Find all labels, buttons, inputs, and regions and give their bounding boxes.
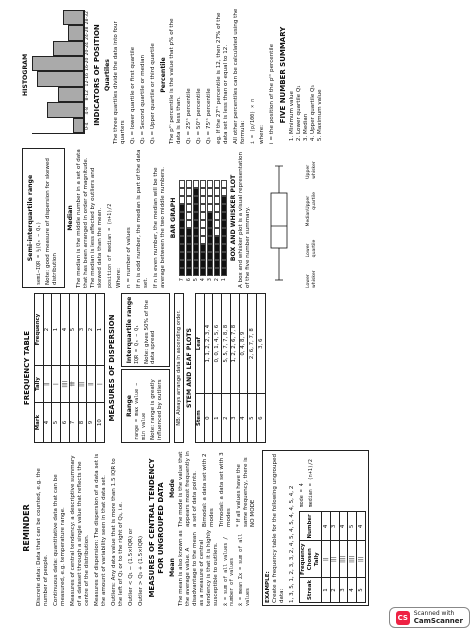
- reminder-title: REMINDER: [22, 504, 31, 552]
- siqr-formula: semi−IQR = ½(Q₃ − Q₁): [35, 221, 42, 285]
- list-item: 3. Median: [303, 6, 310, 134]
- mean-text: The mean is also known as the average value. A disadvantage to the mean as a measure of central tendency is that it is highly susceptible to outliers.: [178, 529, 219, 606]
- stemleaf-table: [195, 293, 266, 443]
- bw-label: Upper quartile: [306, 192, 317, 210]
- fivenum-title: FIVE NUMBER SUMMARY: [278, 26, 287, 124]
- median-odd: If n is odd number, the median is part of the data set.: [135, 149, 149, 288]
- bar-cell: [221, 244, 227, 252]
- table-row: [339, 512, 348, 603]
- cell: 2, 6, 7, 7, 8: [248, 294, 257, 394]
- freq-header: Frequency: [34, 294, 43, 366]
- percentile-title: Percentile: [159, 57, 167, 93]
- bar-cell: [221, 212, 227, 220]
- cell: 7: [69, 403, 78, 443]
- stem-header: Stem: [195, 394, 204, 443]
- example-data: 1, 3, 5, 1, 2, 3, 3, 2, 4, 5, 4, 5, 4, 4, 5, 4, 2: [288, 485, 295, 603]
- histogram-title: HISTOGRAM: [22, 53, 29, 97]
- cell: 卌: [69, 366, 78, 403]
- bar-cell: [200, 188, 206, 196]
- bar-cell: [221, 268, 227, 276]
- percentile-calc-text: All other percentiles can be calculated using the formula:: [232, 8, 246, 144]
- ascending-note: NB: Always arrange data in ascending order.: [174, 293, 185, 443]
- bar-cell: [186, 196, 192, 204]
- stamp-line2: CamScanner: [413, 617, 463, 625]
- example-title: EXAMPLE:: [264, 571, 271, 603]
- cell: |||: [78, 366, 87, 403]
- bar-cell: [193, 204, 199, 212]
- bar-cell: [221, 260, 227, 268]
- bar-label: 2: [213, 278, 220, 282]
- bar-cell: [193, 196, 199, 204]
- cell: 2: [222, 394, 231, 443]
- cell: 1: [96, 294, 105, 366]
- cell: 10: [96, 403, 105, 443]
- histogram-tick-label: 4-8: [84, 107, 90, 115]
- histogram-bar: [47, 102, 83, 117]
- bar-cell: [193, 228, 199, 236]
- cell: 5: [52, 403, 61, 443]
- bar-cell: [214, 244, 220, 252]
- ex-header: Number: [299, 512, 321, 541]
- bar-cell: [179, 188, 185, 196]
- cell: 2: [87, 294, 96, 366]
- bar-cell: [193, 212, 199, 220]
- histogram-bar: [73, 118, 83, 133]
- table-row: [248, 294, 257, 443]
- p25-text: Q₁ = 25ᵗʰ percentile: [185, 88, 192, 144]
- bar-cell: [200, 196, 206, 204]
- histogram-bar: [63, 10, 84, 25]
- bar-cell: [221, 204, 227, 212]
- bar-cell: [179, 180, 185, 188]
- bw-label: Lower whisker: [306, 270, 317, 288]
- bar-cell: [200, 212, 206, 220]
- q2-text: Q₂ = Second quartile or median: [139, 54, 146, 144]
- continuous-definition: Continuous data: quantitative data that can be measured, e.g. temperature range.: [52, 474, 66, 606]
- bar-cell: [207, 260, 213, 268]
- histogram: [32, 10, 85, 134]
- table-row: [357, 512, 366, 603]
- median-calc: median = (n+1)/2: [308, 459, 315, 508]
- bar-cell: [186, 236, 192, 244]
- mct-title: MEASURES OF CENTRAL TENDENCY FOR UNGROUPED DATA: [147, 458, 165, 598]
- outlier-low: Outlier < Q₁ − (1.5×IQR) or: [127, 528, 134, 606]
- bar-cell: [186, 268, 192, 276]
- table-row: [257, 294, 266, 443]
- bar-cell: [200, 204, 206, 212]
- cell: 1, 1, 2, 2, 3, 4: [204, 294, 213, 394]
- table-row: [230, 294, 239, 443]
- bar-cell: [186, 180, 192, 188]
- q1-text: Q₁ = lower quartile or first quartile: [129, 46, 136, 144]
- histogram-tick-label: 16-20: [84, 57, 90, 71]
- example-text: Create a frequency table for the following ungrouped data:: [271, 453, 285, 603]
- cell: 2: [43, 294, 52, 366]
- bar-cell: [179, 220, 185, 228]
- camscanner-logo-icon: CS: [396, 611, 410, 625]
- range-formula: range = max value − min value: [134, 382, 147, 440]
- notes-sheet: [20, 6, 460, 606]
- bimodal-text: Bimodal: a data set with 2 modes: [202, 453, 215, 527]
- bar-row: [193, 148, 200, 288]
- mode-title: Mode: [169, 478, 177, 499]
- cell: 8: [78, 403, 87, 443]
- stamp-line1: Scanned with: [413, 610, 455, 617]
- bar-cell: [200, 236, 206, 244]
- table-row: [43, 294, 52, 443]
- bar-cell: [207, 236, 213, 244]
- cell: 4: [43, 403, 52, 443]
- bar-cell: [186, 204, 192, 212]
- quartiles-title: Quartiles: [104, 59, 112, 91]
- cell: ||: [322, 541, 331, 578]
- cell: 4: [348, 578, 357, 603]
- mean-title: Mean: [169, 558, 177, 577]
- bar-row: [214, 148, 221, 288]
- column-position: [20, 6, 460, 144]
- mode-calc: mode = 4: [298, 483, 305, 508]
- mean-mode-grid: [167, 450, 260, 606]
- cell: 1: [52, 294, 61, 366]
- cell: 9: [87, 403, 96, 443]
- bar-cell: [214, 236, 220, 244]
- freq-title: FREQUENCY TABLE: [23, 330, 31, 406]
- bar-row: [186, 148, 193, 288]
- q3-text: Q₃ = Upper quartile or third quartile: [149, 43, 156, 144]
- range-title: Range: [125, 395, 133, 417]
- bar-cell: [207, 220, 213, 228]
- nomode-text: * If all values have the same frequency, there is NO MODE: [235, 457, 256, 527]
- bar-cell: [186, 260, 192, 268]
- bar-graph: [179, 148, 228, 288]
- cell: 1: [322, 578, 331, 603]
- median-position: position of median = (n+1)/2: [106, 203, 113, 288]
- bar-cell: [186, 244, 192, 252]
- frequency-table: [34, 293, 105, 443]
- bar-cell: [179, 196, 185, 204]
- siqr-block: [22, 148, 65, 288]
- bar-row: [200, 148, 207, 288]
- list-item: 2. Lower quartile Q₁: [296, 6, 303, 134]
- mean-block: [167, 529, 260, 606]
- table-row: [348, 512, 357, 603]
- bar-cell: [186, 220, 192, 228]
- bar-label: 1: [220, 278, 227, 282]
- bar-cell: [214, 196, 220, 204]
- discrete-definition: Discrete data: Data that can be counted, e.g. the number of people.: [36, 468, 49, 606]
- median-title: Median: [66, 205, 74, 231]
- histogram-tick-label: 20-24: [84, 42, 90, 56]
- list-item: 4. Upper quartile Q₃: [310, 6, 317, 134]
- column-frequency: [20, 293, 460, 443]
- bar-cell: [207, 204, 213, 212]
- mode-text: The mode is the value that appears most frequently in a set of data points.: [178, 451, 199, 527]
- bar-cell: [200, 244, 206, 252]
- bar-cell: [214, 204, 220, 212]
- histogram-bar: [32, 56, 84, 71]
- median-text: The median is the middle number in a set of data that has been arranged in order of magnitude. The median is less affected by outliers and skewed data than the mean.: [75, 149, 103, 288]
- box-whisker-plot: [259, 158, 299, 288]
- bar-cell: [179, 244, 185, 252]
- bar-cell: [214, 212, 220, 220]
- histogram-tick-label: 24-28: [84, 26, 90, 40]
- cell: ||||: [61, 366, 70, 403]
- table-row: [69, 294, 78, 443]
- table-row: [61, 294, 70, 443]
- bar-cell: [207, 244, 213, 252]
- cell: 1, 2, 2, 6, 7, 8: [230, 294, 239, 394]
- siqr-note: Note: good measure of dispersion for skewed distribution: [45, 158, 58, 285]
- boxwhisker-title: BOX AND WHISKER PLOT: [229, 174, 237, 262]
- cell: 5: [248, 394, 257, 443]
- cell: |: [52, 366, 61, 403]
- outliers-definition: Outliers: Any data value that is more than 1.5 IQR to the left of Q₁ or to the right of Q₃, i.e.: [110, 458, 124, 606]
- histogram-x-axis: [85, 10, 91, 134]
- cell: 4: [322, 512, 331, 541]
- cell: 0, 0, 1, 4, 5, 6: [213, 294, 222, 394]
- range-block: [121, 369, 170, 443]
- histogram-tick-label: 12-16: [84, 73, 90, 87]
- table-row: [330, 512, 339, 603]
- cell: |||: [330, 541, 339, 578]
- bar-cell: [221, 220, 227, 228]
- cell: 1: [213, 394, 222, 443]
- table-row: [52, 294, 61, 443]
- bar-cell: [214, 228, 220, 236]
- bar-cell: [193, 180, 199, 188]
- trimodal-text: Trimodal: a data set with 3 modes: [218, 452, 232, 527]
- bar-cell: [193, 268, 199, 276]
- iqr-formula: IQR = Q₃ − Q₁: [134, 324, 141, 364]
- cell: 5, 5, 7, 7, 8, 8: [222, 294, 231, 394]
- cell: 5: [357, 578, 366, 603]
- cell: 3: [78, 294, 87, 366]
- bw-label: Upper whisker: [306, 161, 317, 179]
- bar-cell: [179, 204, 185, 212]
- example-box: [262, 450, 369, 606]
- percentile-example: eg. If the 27ᵗʰ percentile is 12, then 27% of the data set is less than or equal to 12.: [215, 12, 229, 144]
- central-tendency-definition: Measures of central tendency: a descriptive summary of a dataset through a single value that reflects the centre of the distribution.: [69, 455, 90, 606]
- cell: ||: [87, 366, 96, 403]
- percentile-formula: i = (p/100) × n: [249, 98, 256, 144]
- bar-cell: [186, 212, 192, 220]
- position-title: INDICATORS OF POSITION: [93, 24, 102, 126]
- bar-cell: [179, 236, 185, 244]
- bar-cell: [221, 228, 227, 236]
- table-row: [87, 294, 96, 443]
- cell: 5: [348, 512, 357, 541]
- cell: 4: [357, 512, 366, 541]
- dispersion-title: MEASURES OF DISPERSION: [107, 314, 116, 422]
- quartiles-text: The three quartiles divide the data into four quarters: [112, 21, 126, 144]
- histogram-tick-label: 8-12: [84, 90, 90, 101]
- example-table: [299, 511, 366, 603]
- cell: |||: [357, 541, 366, 578]
- iqr-block: [121, 293, 170, 367]
- bar-cell: [200, 252, 206, 260]
- percentile-i: i = the position of the pᵗʰ percentile: [268, 43, 275, 144]
- bar-cell: [207, 188, 213, 196]
- bar-cell: [214, 220, 220, 228]
- ex-header: Frequency Chosen Tally: [299, 541, 321, 578]
- bar-cell: [221, 252, 227, 260]
- cell: ||: [43, 366, 52, 403]
- cell: 4: [61, 294, 70, 366]
- cell: ||||: [348, 541, 357, 578]
- bar-cell: [207, 180, 213, 188]
- bar-label: 4: [199, 278, 206, 282]
- median-n-def: n = number of values: [125, 227, 132, 288]
- bar-row: [179, 148, 186, 288]
- cell: 3: [339, 578, 348, 603]
- siqr-title: Semi-interquartile range: [27, 174, 34, 262]
- histogram-bar: [37, 72, 84, 87]
- bar-cell: [186, 188, 192, 196]
- median-even: If n is even number, the median will be the average between the two middle numbers.: [152, 167, 166, 288]
- column-reminder: [20, 446, 460, 606]
- bar-cell: [200, 260, 206, 268]
- cell: 3, 6: [257, 294, 266, 394]
- cell: |: [96, 366, 105, 403]
- bar-cell: [221, 188, 227, 196]
- cell: 4: [239, 394, 248, 443]
- bar-label: 7: [178, 278, 185, 282]
- dispersion-grid: [119, 293, 172, 443]
- table-row: [213, 294, 222, 443]
- bar-cell: [193, 252, 199, 260]
- histogram-tick-label: 28-32: [84, 11, 90, 25]
- percentile-where: where:: [258, 124, 265, 144]
- fivenum-list: [289, 6, 324, 144]
- bar-row: [207, 148, 214, 288]
- bar-cell: [200, 228, 206, 236]
- histogram-bar: [68, 25, 84, 40]
- bar-cell: [221, 196, 227, 204]
- p50-text: Q₂ = 50ᵗʰ percentile: [195, 88, 202, 144]
- bar-cell: [193, 188, 199, 196]
- ex-header: Streak: [299, 578, 321, 603]
- bw-label: Median: [306, 209, 312, 227]
- bar-cell: [193, 236, 199, 244]
- bar-cell: [207, 228, 213, 236]
- cell: 0: [204, 394, 213, 443]
- bar-cell: [179, 212, 185, 220]
- bar-cell: [214, 180, 220, 188]
- iqr-note: Note: gives 50% of the data spread: [143, 299, 157, 364]
- mean-formula-legend: x̄ = mean Σx = sum of all values: [238, 533, 251, 606]
- table-row: [322, 512, 331, 603]
- bar-label: 5: [192, 278, 199, 282]
- list-item: 1. Minimum value: [289, 6, 296, 134]
- table-row: [204, 294, 213, 443]
- bar-cell: [221, 180, 227, 188]
- bar-cell: [214, 188, 220, 196]
- table-row: [78, 294, 87, 443]
- dispersion-definition: Measures of dispersion: The dispersion of a data set is the amount of variability seen in that data set.: [93, 453, 107, 606]
- bar-cell: [186, 228, 192, 236]
- bar-cell: [207, 212, 213, 220]
- iqr-title: Interquartile range: [125, 296, 133, 364]
- cell: 0, 4, 8, 9: [239, 294, 248, 394]
- bar-cell: [214, 260, 220, 268]
- percentile-text: The pᵗʰ percentile is the value that p% of the data is less than.: [168, 18, 182, 144]
- bar-cell: [186, 252, 192, 260]
- histogram-tick-label: 0-4: [84, 122, 90, 131]
- freq-header: Mark: [34, 403, 43, 443]
- cell: 6: [61, 403, 70, 443]
- bar-cell: [193, 260, 199, 268]
- bar-cell: [193, 244, 199, 252]
- bw-label: Lower quartile: [306, 239, 317, 258]
- bar-cell: [179, 228, 185, 236]
- list-item: 5. Maximum value: [317, 6, 324, 134]
- bar-cell: [214, 252, 220, 260]
- bar-cell: [200, 180, 206, 188]
- bar-cell: [193, 220, 199, 228]
- bar-cell: [207, 252, 213, 260]
- median-where: Where:: [115, 267, 122, 288]
- cell: 4: [339, 512, 348, 541]
- bar-label: 3: [206, 278, 213, 282]
- bar-cell: [200, 268, 206, 276]
- leaf-header: Leaf: [195, 294, 204, 394]
- outlier-high: Outlier > Q₃ + (1.5×IQR): [137, 535, 144, 606]
- bargraph-title: BAR GRAPH: [169, 197, 177, 239]
- bar-cell: [214, 268, 220, 276]
- bar-cell: [207, 196, 213, 204]
- histogram-bar: [53, 41, 84, 56]
- box-rect: [271, 193, 287, 248]
- table-row: [222, 294, 231, 443]
- cell: 2: [330, 578, 339, 603]
- cell: ||||: [339, 541, 348, 578]
- bar-row: [221, 148, 228, 288]
- range-note: Note: range is greatly influenced by outliers: [149, 379, 163, 440]
- bar-cell: [207, 268, 213, 276]
- column-median: [20, 148, 460, 288]
- mode-block: [167, 450, 260, 527]
- p75-text: Q₃ = 75ᵗʰ percentile: [205, 88, 212, 144]
- cell: 3: [330, 512, 339, 541]
- bar-cell: [221, 236, 227, 244]
- bar-cell: [179, 268, 185, 276]
- bar-cell: [200, 220, 206, 228]
- freq-header: Tally: [34, 366, 43, 403]
- boxwhisker-text: A box and whisker plot is a visual representation of the five number summary.: [238, 151, 252, 288]
- cell: 3: [230, 394, 239, 443]
- stemleaf-title: STEM AND LEAF PLOTS: [186, 328, 194, 409]
- camscanner-stamp: [389, 607, 470, 628]
- bar-label: 6: [185, 278, 192, 282]
- histogram-bar: [58, 87, 84, 102]
- table-row: [96, 294, 105, 443]
- cell: 6: [257, 394, 266, 443]
- mean-formula: x̄ = sum of all values / number of values: [222, 536, 236, 606]
- bar-cell: [179, 260, 185, 268]
- bar-cell: [179, 252, 185, 260]
- table-row: [239, 294, 248, 443]
- cell: 5: [69, 294, 78, 366]
